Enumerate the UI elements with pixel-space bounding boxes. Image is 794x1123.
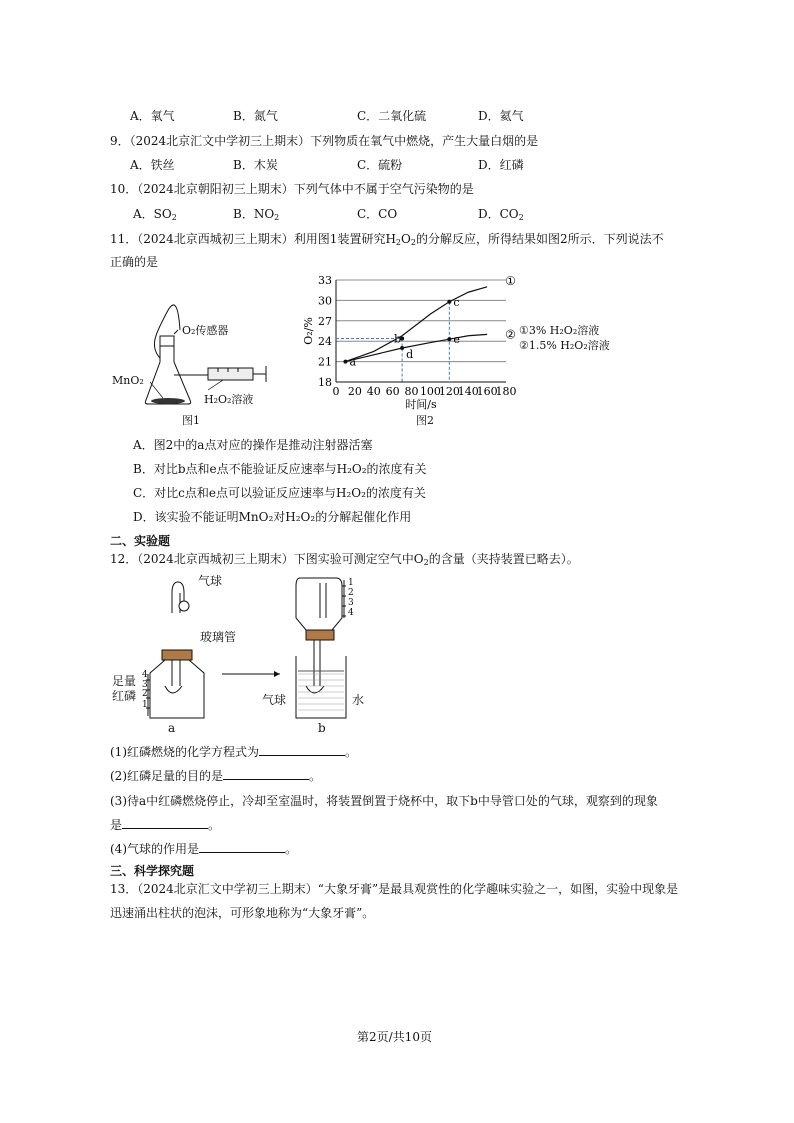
q11-stem: 11．（2024北京西城初三上期末）利用图1装置研究$H_2O_2$的分解反应，所得结果如图2所示．下列说法不: [110, 232, 664, 247]
q12-balloon-label: 气球: [198, 574, 223, 588]
q8-option-b: B．氮气: [233, 109, 278, 123]
chart-xtick-label: 160: [476, 385, 498, 398]
q12-answer-blank-4[interactable]: [199, 840, 285, 853]
chart-point-d: [400, 346, 404, 350]
chart-point-e: [447, 337, 451, 341]
q12-part-3-line1: (3)待a中红磷燃烧停止，冷却至室温时，将装置倒置于烧杯中，取下b中导管口处的气球，观察到的现象: [110, 794, 658, 808]
q11-stem-line2: 正确的是: [110, 255, 159, 269]
fig1-sensor-label: O₂传感器: [182, 324, 229, 337]
chart-xtick-label: 120: [438, 385, 460, 398]
chart-ytick-label: 21: [318, 355, 332, 369]
chart-point-label-d: d: [406, 348, 414, 361]
fig2-legend-1: ①3% H₂O₂溶液: [519, 324, 600, 337]
q11-option-a: A．图2中的a点对应的操作是推动注射器活塞: [133, 438, 373, 452]
chart-ytick-label: 18: [318, 376, 332, 389]
q11-option-c: C．对比c点和e点可以验证反应速率与H₂O₂的浓度有关: [133, 486, 426, 500]
q12-figure: [110, 568, 400, 738]
q12-mark-a-2: 2: [142, 689, 148, 699]
q10-option-a: A．$SO_2$: [133, 207, 177, 222]
chart-xtick-label: 80: [404, 385, 419, 398]
q10-option-b: B．$NO_2$: [233, 207, 280, 222]
chart-x-axis-label: 时间/s: [405, 398, 437, 411]
q12-stem: 12．（2024北京西城初三上期末）下图实验可测定空气中$O_2$的含量（夹持装置已略去）。: [110, 552, 579, 567]
q12-water-label: 水: [352, 693, 365, 707]
q8-option-a: A．氧气: [130, 109, 175, 123]
chart-xtick-label: 40: [366, 385, 381, 398]
q12-phosphorus-label-1: 足量: [112, 674, 137, 688]
chart-xtick-label: 180: [495, 385, 517, 398]
chart-point-a: [343, 360, 347, 364]
q11-option-d: D．该实验不能证明MnO₂对H₂O₂的分解起催化作用: [133, 510, 412, 524]
q13-line1: 13．（2024北京汇文中学初三上期末）“大象牙膏”是最具观赏性的化学趣味实验之一，如图，实验中现象是: [110, 882, 679, 896]
q12-part-1: (1)红磷燃烧的化学方程式为 。: [110, 745, 358, 759]
q12-part-2: (2)红磷足量的目的是 。: [110, 769, 322, 783]
page-footer: 第2页/共10页: [357, 1030, 432, 1044]
q12-answer-blank-3[interactable]: [122, 816, 208, 829]
q12-mark-a-3: 3: [142, 680, 148, 690]
chart-ytick-label: 24: [318, 335, 332, 349]
q12-mark-b-2: 2: [348, 588, 354, 598]
q10-option-c: C．CO: [357, 207, 398, 221]
q12-label-b: b: [318, 721, 326, 735]
q12-mark-b-3: 3: [348, 598, 354, 608]
section-heading-2: 二、实验题: [110, 534, 171, 548]
chart-ytick-label: 27: [318, 314, 332, 328]
q8-option-d: D．氦气: [478, 109, 524, 123]
chart-y-axis-label: O₂/%: [302, 317, 315, 345]
chart-xtick-label: 0: [332, 385, 340, 398]
fig2-caption: 图2: [416, 414, 434, 427]
q11-figure1: [108, 300, 278, 430]
q12-mark-a-4: 4: [142, 670, 148, 680]
q13-line2: 迅速涌出柱状的泡沫，可形象地称为“大象牙膏”。: [110, 906, 375, 920]
q8-option-c: C．二氧化硫: [357, 109, 427, 123]
chart-curve-label-1: ①: [505, 273, 516, 288]
q12-mark-a-1: 1: [142, 700, 148, 710]
chart-curve-label-2: ②: [505, 327, 516, 342]
q11-option-b: B．对比b点和e点不能验证反应速率与H₂O₂的浓度有关: [133, 462, 427, 476]
q12-mark-b-1: 1: [348, 578, 354, 588]
q12-phosphorus-label-2: 红磷: [112, 689, 137, 703]
q12-balloon-b-label: 气球: [262, 693, 287, 707]
fig1-solution-label: H₂O₂溶液: [204, 393, 254, 406]
chart-xtick-label: 140: [457, 385, 479, 398]
chart-point-label-a: a: [349, 355, 357, 369]
chart-ytick-label: 30: [318, 294, 332, 308]
fig1-catalyst-label: MnO₂: [112, 374, 144, 387]
chart-point-label-b: b: [394, 332, 402, 346]
section-heading-3: 三、科学探究题: [110, 864, 195, 878]
chart-point-c: [447, 300, 451, 304]
q12-tube-label: 玻璃管: [200, 630, 237, 644]
fig1-caption: 图1: [182, 414, 200, 427]
chart-point-label-e: e: [453, 333, 460, 347]
q12-mark-b-4: 4: [348, 608, 354, 618]
q9-option-b: B．木炭: [233, 158, 278, 172]
chart-xtick-label: 60: [385, 385, 400, 398]
fig2-legend-2: ②1.5% H₂O₂溶液: [519, 339, 610, 352]
q10-option-d: D．$CO_2$: [478, 207, 524, 222]
q12-answer-blank-2[interactable]: [223, 767, 309, 780]
chart-series-line-1: [345, 287, 487, 362]
chart-ytick-label: 33: [318, 274, 332, 287]
q10-stem: 10．（2024北京朝阳初三上期末）下列气体中不属于空气污染物的是: [110, 182, 474, 196]
q12-label-a: a: [168, 721, 176, 735]
q9-option-d: D．红磷: [478, 158, 524, 172]
q12-part-4: (4)气球的作用是 。: [110, 842, 298, 856]
q9-option-a: A．铁丝: [130, 158, 175, 172]
q9-option-c: C．硫粉: [357, 158, 403, 172]
chart-point-label-c: c: [453, 295, 460, 309]
q12-answer-blank-1[interactable]: [259, 743, 345, 756]
chart-xtick-label: 100: [419, 385, 441, 398]
q9-stem: 9．（2024北京汇文中学初三上期末）下列物质在氧气中燃烧，产生大量白烟的是: [110, 134, 539, 148]
chart-xtick-label: 20: [347, 385, 362, 398]
q12-part-3-line2: 是 。: [110, 818, 221, 832]
